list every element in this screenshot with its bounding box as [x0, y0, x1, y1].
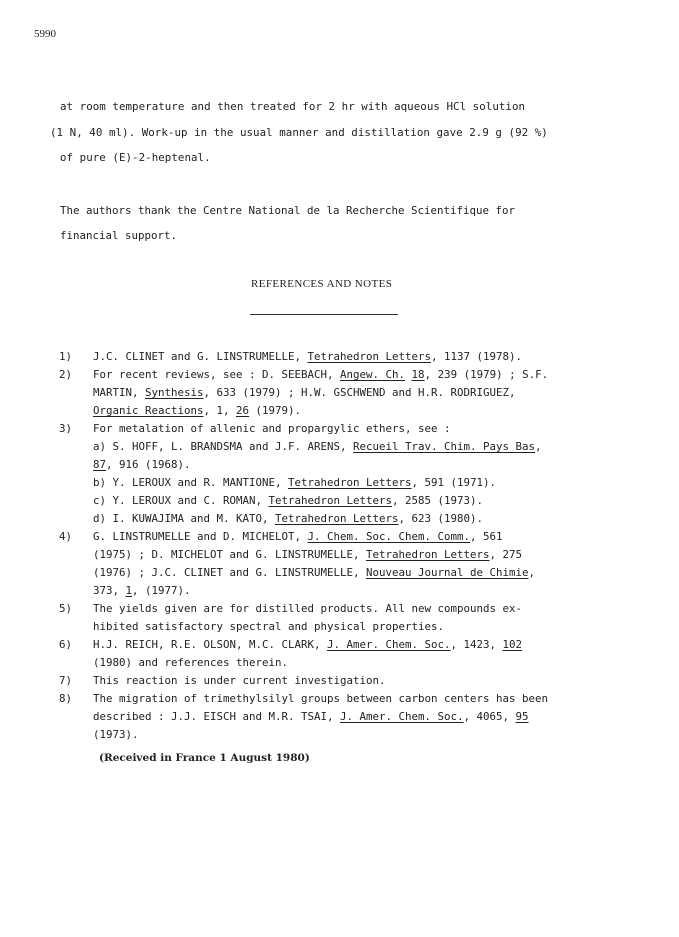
ref-text: , 591 (1971). [411, 476, 497, 489]
volume: 1 [125, 584, 133, 597]
ref-text: , [535, 440, 542, 453]
ref-number: 8) [59, 692, 73, 705]
heading-rule [250, 314, 398, 315]
ref-number: 3) [59, 422, 73, 435]
reference-4-line [93, 548, 522, 561]
journal-name: J. Amer. Chem. Soc. [327, 638, 451, 651]
reference-4-line [93, 584, 191, 597]
ref-text: For recent reviews, see : D. SEEBACH, [93, 368, 341, 381]
ref-number: 7) [59, 674, 73, 687]
reference-4-line [93, 530, 503, 543]
reference-5-line: The yields given are for distilled products. All new compounds ex- [93, 602, 523, 615]
ref-text: , 623 (1980). [398, 512, 484, 525]
ref-text: , 1, [203, 404, 237, 417]
ref-text: , [528, 566, 536, 579]
ref-text: G. LINSTRUMELLE and D. MICHELOT, [93, 530, 308, 543]
ref-text: , 275 [489, 548, 523, 561]
ref-number: 2) [59, 368, 73, 381]
reference-3c [93, 494, 483, 507]
reference-8-line: (1973). [93, 728, 139, 741]
received-date: (Received in France 1 August 1980) [99, 752, 310, 764]
ref-text: , 633 (1979) ; H.W. GSCHWEND and H.R. RODRIGUEZ, [203, 386, 516, 399]
ref-text: , 1423, [450, 638, 503, 651]
reference-8-line [93, 710, 529, 723]
journal-name: J. Chem. Soc. Chem. Comm. [307, 530, 471, 543]
body-text-line: (1 N, 40 ml). Work-up in the usual manner and distillation gave 2.9 g (92 %) [50, 126, 548, 139]
reference-6-line: (1980) and references therein. [93, 656, 289, 669]
ref-text: , 2585 (1973). [392, 494, 484, 507]
body-text-line: of pure (E)-2-heptenal. [60, 151, 211, 164]
reference-3d [93, 512, 483, 525]
ref-text: H.J. REICH, R.E. OLSON, M.C. CLARK, [93, 638, 328, 651]
ref-text: , 561 [470, 530, 503, 543]
acknowledgement-line: financial support. [60, 229, 178, 242]
volume: 18 [411, 368, 425, 381]
volume: 102 [502, 638, 523, 651]
reference-8-line: The migration of trimethylsilyl groups between carbon centers has been [93, 692, 549, 705]
reference-5-line: hibited satisfactory spectral and physical properties. [93, 620, 445, 633]
reference-2-line [93, 386, 516, 399]
acknowledgement-line: The authors thank the Centre National de la Recherche Scientifique for [60, 204, 516, 217]
journal-name: Tetrahedron Letters [288, 476, 412, 489]
ref-text: d) I. KUWAJIMA and M. KATO, [93, 512, 276, 525]
ref-text: J.C. CLINET and G. LINSTRUMELLE, [93, 350, 308, 363]
reference-2-line [93, 404, 301, 417]
journal-name: Tetrahedron Letters [275, 512, 399, 525]
ref-text: a) S. HOFF, L. BRANDSMA and J.F. ARENS, [93, 440, 354, 453]
references-heading: REFERENCES AND NOTES [251, 278, 393, 290]
page-number: 5990 [34, 28, 56, 40]
ref-number: 6) [59, 638, 73, 651]
volume: 95 [515, 710, 529, 723]
ref-text: , 239 (1979) ; S.F. [424, 368, 549, 381]
ref-text: , 1137 (1978). [431, 350, 523, 363]
journal-name: J. Amer. Chem. Soc. [340, 710, 464, 723]
reference-3a-cont [93, 458, 191, 471]
volume: 26 [236, 404, 250, 417]
ref-number: 5) [59, 602, 73, 615]
ref-text: MARTIN, [93, 386, 146, 399]
reference-2-line [93, 368, 548, 381]
ref-text: , 916 (1968). [106, 458, 191, 471]
reference-1 [93, 350, 522, 363]
ref-number: 1) [59, 350, 73, 363]
body-text-line: at room temperature and then treated for 2 hr with aqueous HCl solution [60, 100, 526, 113]
ref-text: (1975) ; D. MICHELOT and G. LINSTRUMELLE, [93, 548, 367, 561]
ref-text: (1976) ; J.C. CLINET and G. LINSTRUMELLE, [93, 566, 367, 579]
ref-text: , 4065, [463, 710, 516, 723]
journal-name: Tetrahedron Letters [366, 548, 490, 561]
journal-name: Tetrahedron Letters [268, 494, 393, 507]
journal-name: Angew. Ch. [340, 368, 406, 381]
ref-text: 373, [93, 584, 126, 597]
journal-name: Recueil Trav. Chim. Pays Bas [353, 440, 536, 453]
reference-3a [93, 440, 542, 453]
journal-name: Organic Reactions [93, 404, 204, 417]
journal-name: Synthesis [145, 386, 204, 399]
ref-text: (1979). [249, 404, 302, 417]
reference-3b [93, 476, 496, 489]
journal-link: Tetrahedron Letters [307, 350, 432, 363]
reference-3-intro: For metalation of allenic and propargylic ethers, see : [93, 422, 451, 435]
ref-number: 4) [59, 530, 73, 543]
volume: 87 [93, 458, 107, 471]
ref-text: b) Y. LEROUX and R. MANTIONE, [93, 476, 289, 489]
reference-4-line [93, 566, 535, 579]
ref-text: c) Y. LEROUX and C. ROMAN, [93, 494, 269, 507]
ref-text: described : J.J. EISCH and M.R. TSAI, [93, 710, 341, 723]
ref-text: , (1977). [132, 584, 191, 597]
reference-6-line [93, 638, 522, 651]
journal-name: Nouveau Journal de Chimie [366, 566, 529, 579]
reference-7-line: This reaction is under current investigation. [93, 674, 386, 687]
